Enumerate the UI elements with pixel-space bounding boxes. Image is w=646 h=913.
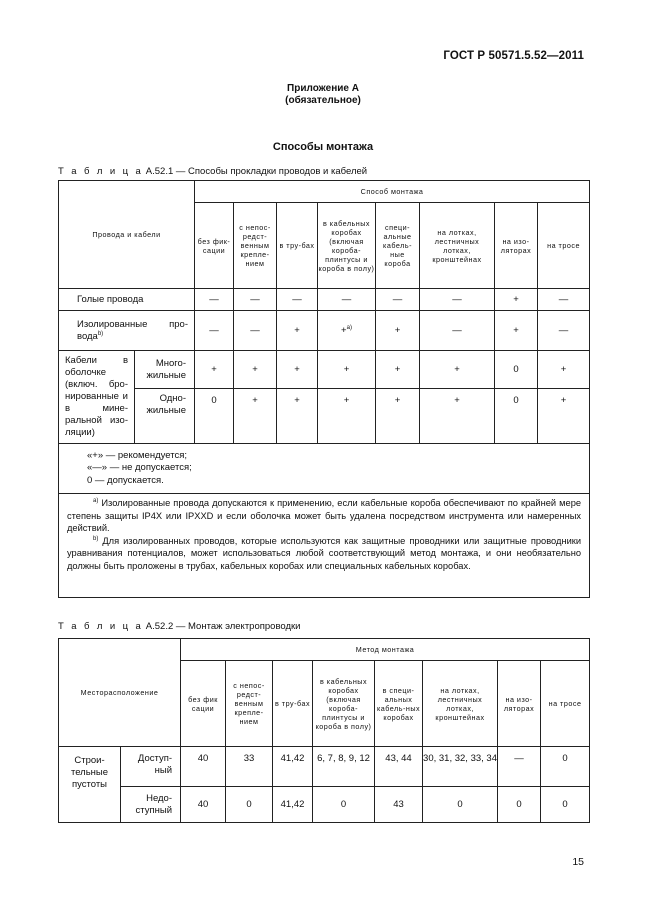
table-cell: + [495,289,538,311]
table2-col-header: на тросе [541,661,590,747]
footnote [67,497,581,535]
footnote-text: Изолированные провода допускаются к применению, если кабельные короба обеспечивают по крайней мере степень защиты IP4X или IPXXD и если оболочка может быть удалена посредством инструмента или намеренных действий. [67,498,582,534]
table-row [59,351,590,389]
table-cell: 30, 31, 32, 33, 34 [423,747,498,787]
table-cell: 0 [495,389,538,444]
table1-group-header: Способ монтажа [195,181,590,203]
table1-corner-header: Провода и кабели [59,181,195,289]
row-sublabel: Одно-жильные [135,389,195,444]
table-cell [318,311,376,351]
table-cell: — [420,289,495,311]
table-cell: + [277,351,318,389]
table1-col-header: специ-альные кабель-ные короба [376,203,420,289]
section-title: Способы монтажа [272,141,374,153]
table-cell: + [495,311,538,351]
annex-status: (обязательное) [285,95,361,106]
table1-legend [59,444,590,494]
table2-caption-text: А.52.2 — Монтаж электропроводки [143,621,301,632]
table-cell: 40 [181,747,226,787]
table-cell: + [318,351,376,389]
table-cell: + [195,351,234,389]
table-cell: 33 [226,747,273,787]
table-cell: — [234,311,277,351]
table1-col-header: на изо-ляторах [495,203,538,289]
footnotes-row [59,494,590,598]
footnote-mark: b) [93,535,99,542]
footnote-text: Для изолированных проводов, которые используются как защитные проводники или защитные проводники уравнивания потенциалов, может использоваться любой соответствующий метод монтажа, и они необязательно должны быть проложены в трубах, кабельных коробах или специальных кабельных коробах. [67,535,582,571]
table-cell: — [538,311,590,351]
table-cell: + [318,389,376,444]
table-cell: + [277,311,318,351]
table-cell: 41,42 [273,747,313,787]
table-cell: 0 [495,351,538,389]
row-label: Строи-тельные пустоты [59,747,121,823]
table2-caption [58,621,300,632]
cell-value: + [341,324,347,336]
table-cell: + [420,389,495,444]
row-sublabel: Много-жильные [135,351,195,389]
table1-col-header: с непос-редст-венным крепле-нием [234,203,277,289]
table-cell: 0 [195,389,234,444]
table-cell: + [376,389,420,444]
table2-col-header: в специ-альных кабель-ных коробах [375,661,423,747]
row-label: Голые провода [59,289,195,311]
table2-col-header: в тру-бах [273,661,313,747]
table-cell: — [195,289,234,311]
legend-row [59,444,590,494]
table1-footnotes [59,494,590,598]
row-label: Кабели в оболочке (включ. бро-нированные и в мине-ральной изо-ляции) [59,351,135,444]
legend-item: «—» — не допускается; [87,462,192,474]
table1-col-header: на тросе [538,203,590,289]
row-label-part: про- [169,318,188,330]
table-cell: + [538,351,590,389]
table1-col-header: в тру-бах [277,203,318,289]
table2-group-header: Метод монтажа [181,639,590,661]
table-cell: — [538,289,590,311]
table-cell: + [234,351,277,389]
table1-caption-text: А.52.1 — Способы прокладки проводов и кабелей [143,166,368,177]
table-cell: + [376,311,420,351]
page-number: 15 [572,856,584,868]
table-cell: + [376,351,420,389]
table-cell: + [277,389,318,444]
footnote-mark: a) [93,497,99,504]
legend-item: «+» — рекомендуется; [87,449,188,461]
table-row [59,389,590,444]
table-cell: 43 [375,787,423,823]
table-row [59,787,590,823]
table-cell: — [318,289,376,311]
table-cell: + [420,351,495,389]
table-cell: 0 [313,787,375,823]
row-label-part: вода [77,330,98,342]
table2-col-header: без фик сации [181,661,226,747]
table-cell: 40 [181,787,226,823]
legend-item: 0 — допускается. [87,474,164,486]
table-row [59,289,590,311]
table2-caption-prefix: Т а б л и ц а [58,621,144,632]
table-cell: 0 [423,787,498,823]
standard-number: ГОСТ Р 50571.5.52—2011 [443,50,584,62]
table-cell: — [498,747,541,787]
table-row [59,311,590,351]
table1-caption [58,166,367,177]
table1-col-header: в кабельных коробах (включая короба-плинтусы и короба в полу) [318,203,376,289]
table2-col-header: с непос-редст-венным крепле-нием [226,661,273,747]
row-label [59,311,195,351]
footnote [67,535,581,573]
table-cell: + [538,389,590,444]
table-cell: 0 [541,747,590,787]
table1-col-header: без фик-сации [195,203,234,289]
table-cell: 0 [498,787,541,823]
table-cell: 43, 44 [375,747,423,787]
table2-col-header: на лотках, лестничных лотках, кронштейнах [423,661,498,747]
table-cell: 6, 7, 8, 9, 12 [313,747,375,787]
table-cell: — [376,289,420,311]
table-row [59,747,590,787]
table-cell: — [195,311,234,351]
row-sublabel: Доступ-ный [121,747,181,787]
row-sublabel: Недо-ступный [121,787,181,823]
table1-caption-prefix: Т а б л и ц а [58,166,144,177]
table-cell: 0 [226,787,273,823]
table-cell: 0 [541,787,590,823]
annex-title: Приложение А [287,83,359,94]
table-cell: + [234,389,277,444]
table-cell: 41,42 [273,787,313,823]
footnote-ref: b) [97,330,104,337]
table2 [58,638,590,823]
row-label-part: Изолированные [77,318,148,330]
table-cell: — [277,289,318,311]
footnote-ref: a) [346,324,352,331]
table-cell: — [420,311,495,351]
table2-col-header: в кабельных коробах (включая короба-плинтусы и короба в полу) [313,661,375,747]
table1 [58,180,590,598]
table2-corner-header: Месторасположение [59,639,181,747]
table2-col-header: на изо-ляторах [498,661,541,747]
table-cell: — [234,289,277,311]
table1-col-header: на лотках, лестничных лотках, кронштейнах [420,203,495,289]
